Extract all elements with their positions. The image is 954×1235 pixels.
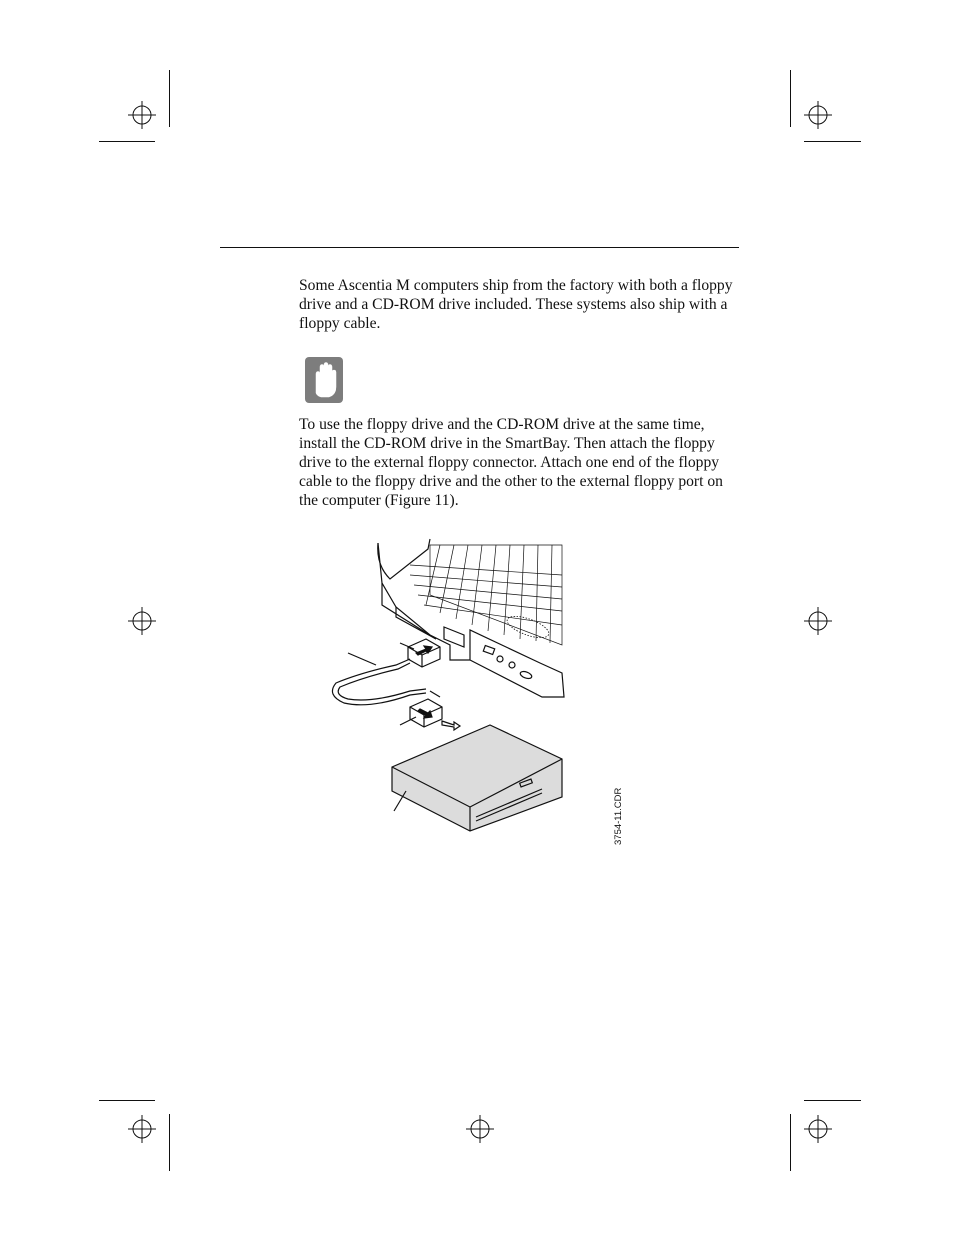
crop-mark-top-left-vertical bbox=[169, 70, 170, 127]
crop-mark-top-left-horizontal bbox=[99, 141, 155, 142]
registration-target-icon bbox=[128, 1115, 156, 1143]
registration-target-icon bbox=[804, 101, 832, 129]
registration-target-icon bbox=[804, 607, 832, 635]
header-rule bbox=[220, 247, 739, 248]
crop-mark-top-right-horizontal bbox=[804, 141, 861, 142]
intro-paragraph: Some Ascentia M computers ship from the factory with both a floppy drive and a CD-ROM drive included. These systems also ship with a floppy cable. bbox=[299, 277, 733, 332]
registration-target-icon bbox=[466, 1115, 494, 1143]
registration-target-icon bbox=[128, 101, 156, 129]
crop-mark-top-right-vertical bbox=[790, 70, 791, 127]
figure-code: 3754-11.CDR bbox=[613, 787, 624, 845]
crop-mark-bottom-left-vertical bbox=[169, 1114, 170, 1171]
floppy-connection-illustration bbox=[330, 535, 630, 855]
registration-target-icon bbox=[804, 1115, 832, 1143]
stop-hand-icon bbox=[305, 357, 343, 403]
registration-target-icon bbox=[128, 607, 156, 635]
instructions-paragraph: To use the floppy drive and the CD-ROM drive at the same time, install the CD-ROM drive in the SmartBay. Then attach the floppy drive to the external floppy connector. Attach one end of the floppy cable to the floppy drive and the other to the external floppy port on the computer (Figure 11). bbox=[299, 416, 723, 509]
crop-mark-bottom-left-horizontal bbox=[99, 1100, 155, 1101]
crop-mark-bottom-right-vertical bbox=[790, 1114, 791, 1171]
crop-mark-bottom-right-horizontal bbox=[804, 1100, 861, 1101]
